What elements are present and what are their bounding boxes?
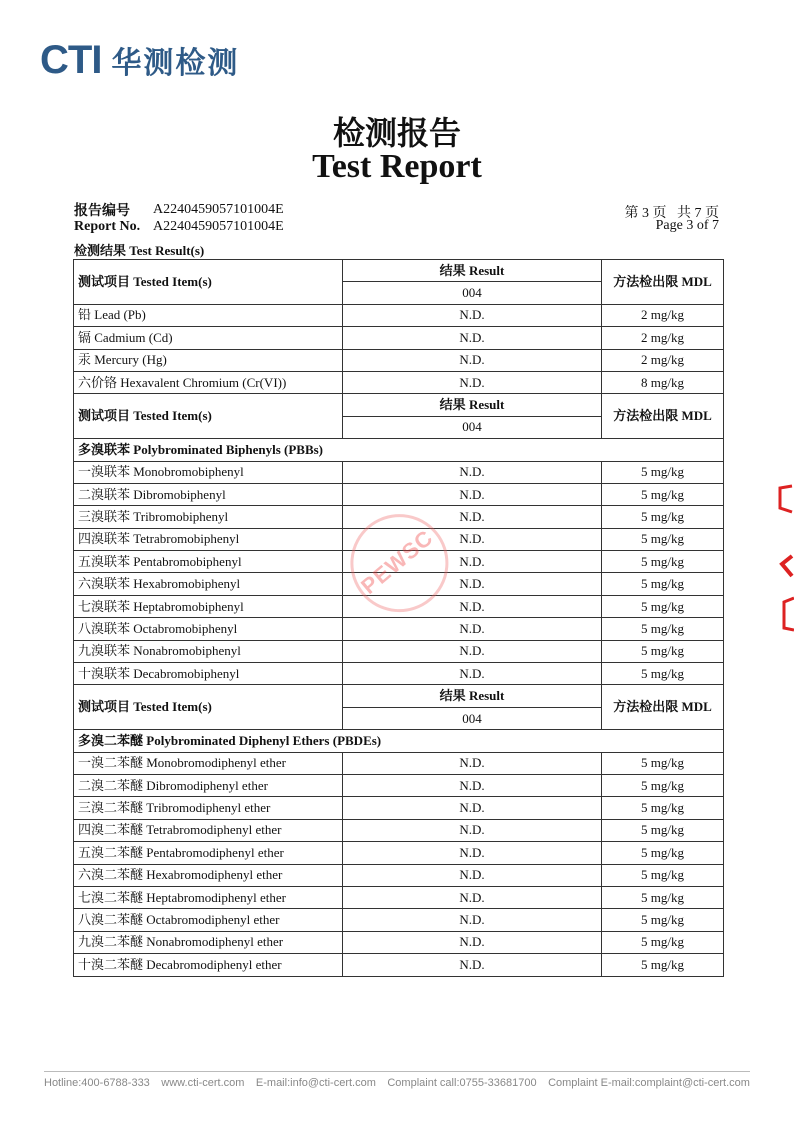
tested-item-cell: 四溴二苯醚 Tetrabromodiphenyl ether (74, 819, 343, 841)
result-cell: N.D. (343, 752, 602, 774)
mdl-cell: 5 mg/kg (602, 931, 724, 953)
tested-item-cell: 十溴二苯醚 Decabromodiphenyl ether (74, 954, 343, 976)
table-row (74, 774, 724, 796)
group-title (74, 439, 724, 461)
mdl-cell: 8 mg/kg (602, 371, 724, 393)
tested-item-cell: 一溴二苯醚 Monobromodiphenyl ether (74, 752, 343, 774)
result-cell: N.D. (343, 864, 602, 886)
table-row (74, 886, 724, 908)
mdl-cell: 5 mg/kg (602, 663, 724, 685)
tested-item-cell: 三溴联苯 Tribromobiphenyl (74, 506, 343, 528)
result-header (343, 260, 602, 282)
tested-item-header-en: Tested Item(s) (133, 699, 212, 715)
tested-item-cell: 五溴联苯 Pentabromobiphenyl (74, 551, 343, 573)
mdl-header (602, 685, 724, 730)
result-cell: N.D. (343, 371, 602, 393)
tested-item-cell: 六溴联苯 Hexabromobiphenyl (74, 573, 343, 595)
footer-divider (44, 1071, 750, 1072)
seal-edge-mark (776, 478, 794, 668)
tested-item-cell: 五溴二苯醚 Pentabromodiphenyl ether (74, 842, 343, 864)
result-cell: N.D. (343, 931, 602, 953)
result-cell: N.D. (343, 528, 602, 550)
table-row (74, 663, 724, 685)
result-cell: N.D. (343, 774, 602, 796)
result-header (343, 394, 602, 416)
mdl-header (602, 260, 724, 305)
mdl-header-cn: 方法检出限 (613, 699, 679, 715)
tested-item-cell: 一溴联苯 Monobromobiphenyl (74, 461, 343, 483)
result-cell: N.D. (343, 640, 602, 662)
result-cell: N.D. (343, 663, 602, 685)
mdl-cell: 2 mg/kg (602, 304, 724, 326)
tested-item-cell: 九溴联苯 Nonabromobiphenyl (74, 640, 343, 662)
page-indicator-en: Page 3 of 7 (655, 218, 719, 233)
footer-email[interactable]: E-mail:info@cti-cert.com (255, 1077, 376, 1089)
result-header-cn: 结果 (439, 397, 466, 413)
mdl-cell: 5 mg/kg (602, 528, 724, 550)
group-title-en: Polybrominated Diphenyl Ethers (PBDEs) (146, 732, 382, 748)
group-title-en: Polybrominated Biphenyls (PBBs) (133, 441, 323, 457)
mdl-header-cn: 方法检出限 (613, 273, 679, 289)
tested-item-cell: 镉 Cadmium (Cd) (74, 327, 343, 349)
table-row (74, 461, 724, 483)
table-row (74, 304, 724, 326)
table-header-row (74, 394, 724, 416)
table-group-row (74, 439, 724, 461)
report-title-en: Test Report (312, 148, 482, 185)
result-cell: N.D. (343, 618, 602, 640)
tested-item-header-cn: 测试项目 (78, 408, 131, 424)
mdl-cell: 5 mg/kg (602, 573, 724, 595)
mdl-header-en: MDL (681, 408, 712, 424)
report-no-label-en: Report No. (74, 219, 141, 234)
mdl-cell: 2 mg/kg (602, 327, 724, 349)
group-title-cn: 多溴联苯 (78, 441, 131, 457)
tested-item-header-en: Tested Item(s) (133, 273, 212, 289)
group-title-cn: 多溴二苯醚 (78, 732, 144, 748)
watermark-text: PEWSC (356, 524, 438, 599)
footer-complaint-call: Complaint call:0755-33681700 (387, 1077, 537, 1089)
table-row (74, 842, 724, 864)
mdl-cell: 5 mg/kg (602, 864, 724, 886)
result-cell: N.D. (343, 954, 602, 976)
mdl-cell: 5 mg/kg (602, 483, 724, 505)
sample-id: 004 (343, 707, 602, 729)
footer (44, 1077, 750, 1089)
tested-item-cell: 八溴二苯醚 Octabromodiphenyl ether (74, 909, 343, 931)
result-cell: N.D. (343, 842, 602, 864)
sample-id: 004 (343, 282, 602, 304)
table-header-row (74, 685, 724, 707)
table-group-row (74, 730, 724, 752)
result-cell: N.D. (343, 819, 602, 841)
sample-id: 004 (343, 416, 602, 438)
mdl-cell: 5 mg/kg (602, 506, 724, 528)
table-row (74, 931, 724, 953)
table-row (74, 752, 724, 774)
result-cell: N.D. (343, 797, 602, 819)
footer-complaint-email[interactable]: Complaint E-mail:complaint@cti-cert.com (548, 1077, 750, 1089)
tested-item-cell: 四溴联苯 Tetrabromobiphenyl (74, 528, 343, 550)
tested-item-cell: 十溴联苯 Decabromobiphenyl (74, 663, 343, 685)
result-header-en: Result (468, 262, 505, 278)
result-cell: N.D. (343, 886, 602, 908)
mdl-header-en: MDL (681, 273, 712, 289)
result-header-cn: 结果 (439, 688, 466, 704)
tested-item-cell: 铅 Lead (Pb) (74, 304, 343, 326)
mdl-cell: 5 mg/kg (602, 819, 724, 841)
result-header-en: Result (468, 688, 505, 704)
table-row (74, 349, 724, 371)
mdl-cell: 5 mg/kg (602, 461, 724, 483)
tested-item-cell: 九溴二苯醚 Nonabromodiphenyl ether (74, 931, 343, 953)
result-cell: N.D. (343, 573, 602, 595)
logo-chinese: 华测检测 (111, 46, 240, 81)
tested-item-header-cn: 测试项目 (78, 699, 131, 715)
mdl-header-en: MDL (681, 699, 712, 715)
group-title (74, 730, 724, 752)
mdl-cell: 5 mg/kg (602, 954, 724, 976)
footer-hotline: Hotline:400-6788-333 (44, 1077, 150, 1089)
tested-item-cell: 二溴联苯 Dibromobiphenyl (74, 483, 343, 505)
report-no-value-en: A2240459057101004E (153, 219, 284, 234)
mdl-cell: 5 mg/kg (602, 595, 724, 617)
result-header (343, 685, 602, 707)
tested-item-cell: 汞 Mercury (Hg) (74, 349, 343, 371)
result-cell: N.D. (343, 349, 602, 371)
tested-item-cell: 六价铬 Hexavalent Chromium (Cr(VI)) (74, 371, 343, 393)
result-cell: N.D. (343, 595, 602, 617)
tested-item-cell: 六溴二苯醚 Hexabromodiphenyl ether (74, 864, 343, 886)
mdl-cell: 5 mg/kg (602, 886, 724, 908)
table-row (74, 371, 724, 393)
result-header-en: Result (468, 397, 505, 413)
result-cell: N.D. (343, 327, 602, 349)
report-no-label-cn: 报告编号 (74, 204, 130, 219)
result-section-title: 检测结果 Test Result(s) (74, 243, 205, 258)
result-cell: N.D. (343, 461, 602, 483)
footer-website[interactable]: www.cti-cert.com (161, 1077, 245, 1089)
table-row (74, 909, 724, 931)
tested-item-header (74, 394, 343, 439)
tested-item-cell: 七溴二苯醚 Heptabromodiphenyl ether (74, 886, 343, 908)
report-title-cn: 检测报告 (332, 114, 461, 152)
mdl-cell: 5 mg/kg (602, 640, 724, 662)
logo-latin: CTI (40, 37, 102, 82)
tested-item-cell: 三溴二苯醚 Tribromodiphenyl ether (74, 797, 343, 819)
table-row (74, 864, 724, 886)
result-cell: N.D. (343, 483, 602, 505)
page-indicator-cn: 第 3 页 共 7 页 (624, 206, 719, 221)
result-cell: N.D. (343, 909, 602, 931)
mdl-cell: 5 mg/kg (602, 618, 724, 640)
tested-item-header (74, 685, 343, 730)
mdl-cell: 5 mg/kg (602, 842, 724, 864)
mdl-header (602, 394, 724, 439)
table-row (74, 640, 724, 662)
mdl-cell: 5 mg/kg (602, 752, 724, 774)
mdl-header-cn: 方法检出限 (613, 408, 679, 424)
company-logo (40, 34, 239, 86)
tested-item-cell: 七溴联苯 Heptabromobiphenyl (74, 595, 343, 617)
table-row (74, 327, 724, 349)
mdl-cell: 5 mg/kg (602, 774, 724, 796)
table-header-row (74, 260, 724, 282)
tested-item-cell: 八溴联苯 Octabromobiphenyl (74, 618, 343, 640)
mdl-cell: 5 mg/kg (602, 551, 724, 573)
mdl-cell: 5 mg/kg (602, 909, 724, 931)
tested-item-header-cn: 测试项目 (78, 273, 131, 289)
tested-item-header (74, 260, 343, 305)
result-cell: N.D. (343, 304, 602, 326)
table-row (74, 819, 724, 841)
table-row (74, 797, 724, 819)
mdl-cell: 2 mg/kg (602, 349, 724, 371)
result-cell: N.D. (343, 551, 602, 573)
table-row (74, 954, 724, 976)
result-cell: N.D. (343, 506, 602, 528)
tested-item-header-en: Tested Item(s) (133, 408, 212, 424)
mdl-cell: 5 mg/kg (602, 797, 724, 819)
result-header-cn: 结果 (439, 262, 466, 278)
tested-item-cell: 二溴二苯醚 Dibromodiphenyl ether (74, 774, 343, 796)
report-no-value: A2240459057101004E (153, 202, 284, 217)
